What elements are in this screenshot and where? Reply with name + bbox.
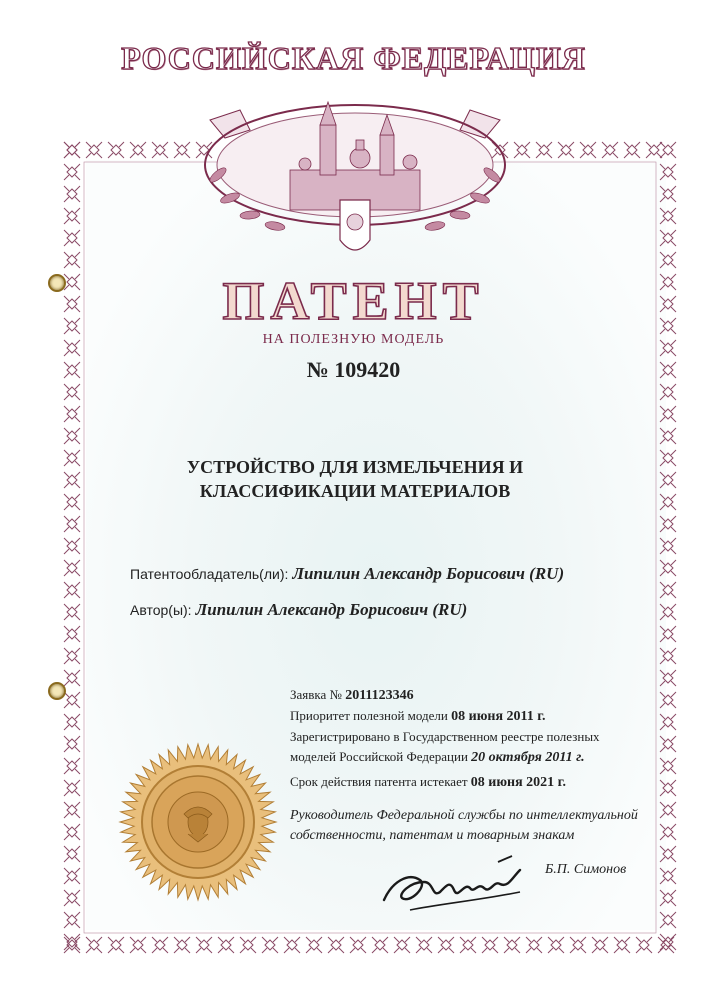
invention-title-line2: КЛАССИФИКАЦИИ МАТЕРИАЛОВ <box>199 481 511 501</box>
author-value: Липилин Александр Борисович (RU) <box>195 600 468 619</box>
handwritten-signature <box>380 852 530 922</box>
priority-line <box>290 706 680 727</box>
application-label: Заявка № <box>290 687 342 702</box>
application-number: 2011123346 <box>345 688 414 703</box>
registered-line2 <box>290 747 680 768</box>
patent-number: № 109420 <box>306 357 401 382</box>
holder-row <box>130 564 564 584</box>
registered-date: 20 октября 2011 г. <box>471 750 585 765</box>
author-label: Автор(ы): <box>130 602 192 618</box>
holder-value: Липилин Александр Борисович (RU) <box>292 564 565 583</box>
signatory-title <box>290 806 670 846</box>
validity-label: Срок действия патента истекает <box>290 774 468 789</box>
signatory-title-line1: Руководитель Федеральной службы по интеллектуальной <box>290 808 638 823</box>
country-heading: РОССИЙСКАЯ ФЕДЕРАЦИЯ <box>121 40 586 76</box>
validity-line <box>290 772 680 793</box>
registered-label: моделей Российской Федерации <box>290 749 468 764</box>
holder-label: Патентообладатель(ли): <box>130 566 289 582</box>
registered-line1: Зарегистрировано в Государственном реестре полезных <box>290 729 600 744</box>
application-line <box>290 685 680 706</box>
kremlin-wreath-emblem <box>170 80 540 270</box>
binder-hole-bottom <box>48 682 66 700</box>
validity-date: 08 июня 2021 г. <box>470 775 566 790</box>
gold-seal-icon <box>118 742 278 902</box>
registration-block <box>290 685 680 793</box>
invention-title-line1: УСТРОЙСТВО ДЛЯ ИЗМЕЛЬЧЕНИЯ И <box>186 457 524 477</box>
signatory-title-line2: собственности, патентам и товарным знакам <box>290 828 575 843</box>
invention-title <box>120 455 590 503</box>
priority-date: 08 июня 2011 г. <box>451 709 546 724</box>
priority-label: Приоритет полезной модели <box>290 708 448 723</box>
signatory-name: Б.П. Симонов <box>545 862 627 877</box>
document-subtitle: НА ПОЛЕЗНУЮ МОДЕЛЬ <box>262 332 445 347</box>
author-row <box>130 600 467 620</box>
document-type-title: ПАТЕНТ <box>222 271 485 331</box>
